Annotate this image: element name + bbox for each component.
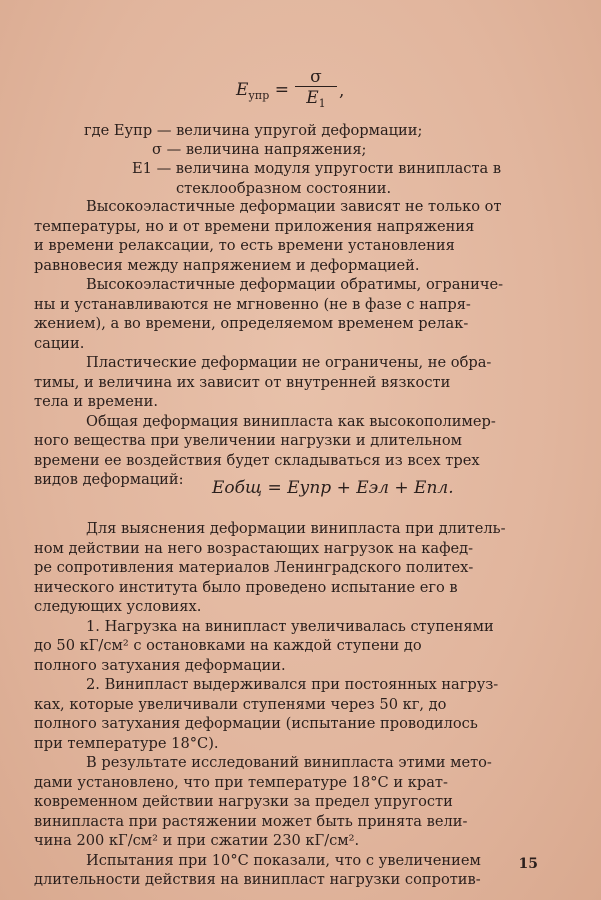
- formula-denominator-symbol: E: [306, 87, 319, 108]
- formula-denominator-subscript: 1: [318, 96, 326, 110]
- text-line: нического института было проведено испытание его в: [34, 578, 458, 596]
- text-line: Общая деформация винипласта как высокополимер-: [86, 412, 496, 430]
- definition-line: σ — величина напряжения;: [152, 141, 367, 159]
- paragraph: [34, 197, 542, 275]
- text-line: Для выяснения деформации винипласта при длитель-: [86, 520, 506, 537]
- paragraph: [34, 675, 542, 753]
- paragraph: [34, 851, 542, 890]
- text-line: жением), а во времени, определяемом временем релак-: [34, 315, 469, 332]
- text-line: до 50 кГ/см² с остановками на каждой ступени до: [34, 637, 422, 654]
- definition-line: стеклообразном состоянии.: [176, 179, 392, 197]
- formula-fraction: [295, 68, 337, 115]
- formula-numerator: σ: [310, 66, 322, 87]
- text-line: ного вещества при увеличении нагрузки и длительном: [34, 432, 463, 449]
- text-line: ковременном действии нагрузки за предел упругости: [34, 793, 453, 810]
- text-line: ках, которые увеличивали ступенями через 50 кг, до: [34, 695, 447, 713]
- paragraph: [34, 353, 542, 412]
- text-line: Пластические деформации не ограничены, не обра-: [86, 354, 492, 371]
- paragraph: [34, 275, 542, 353]
- text-line: ре сопротивления материалов Ленинградского политех-: [34, 559, 474, 576]
- paragraph: [34, 617, 542, 676]
- elastic-deformation-formula: [236, 66, 344, 116]
- definition-line: где Eупр — величина упругой деформации;: [84, 122, 423, 139]
- text-line: полного затухания деформации.: [34, 656, 286, 674]
- formula-denominator: [306, 87, 325, 115]
- text-line: Высокоэластичные деформации обратимы, ограниче-: [86, 276, 504, 293]
- definition-line: E1 — величина модуля упругости винипласта в: [132, 160, 502, 178]
- body-text-block-1: [34, 197, 542, 490]
- definitions-list: [84, 121, 501, 198]
- paragraph: [34, 753, 542, 851]
- body-text-block-2: [34, 519, 542, 890]
- formula-lhs-symbol: E: [236, 80, 249, 100]
- formula-comma: ,: [338, 81, 345, 101]
- paragraph: [34, 519, 542, 617]
- text-line: Испытания при 10°С показали, что с увеличением: [86, 851, 481, 869]
- text-line: видов деформаций:: [34, 471, 184, 488]
- text-line: тела и времени.: [34, 393, 158, 410]
- text-line: температуры, но и от времени приложения напряжения: [34, 217, 475, 235]
- text-line: дами установлено, что при температуре 18°С и крат-: [34, 773, 448, 791]
- text-line: времени ее воздействия будет складываться из всех трех: [34, 451, 480, 469]
- formula-lhs: [236, 80, 289, 102]
- text-line: винипласта при растяжении может быть принята вели-: [34, 812, 468, 830]
- text-line: полного затухания деформации (испытание проводилось: [34, 715, 478, 732]
- text-line: чина 200 кГ/см² и при сжатии 230 кГ/см².: [34, 832, 360, 849]
- text-line: тимы, и величина их зависит от внутренней вязкости: [34, 373, 451, 391]
- text-line: при температуре 18°С).: [34, 734, 219, 752]
- formula-lhs-subscript: упр: [248, 89, 270, 102]
- text-line: ны и устанавливаются не мгновенно (не в фазе с напря-: [34, 295, 471, 313]
- text-line: Высокоэластичные деформации зависят не только от: [86, 198, 502, 215]
- page-number: 15: [518, 856, 538, 872]
- text-line: и времени релаксации, то есть времени установления: [34, 237, 455, 254]
- text-line: ном действии на него возрастающих нагрузок на кафед-: [34, 539, 474, 557]
- text-line: В результате исследований винипласта этими мето-: [86, 754, 492, 771]
- text-line: 2. Винипласт выдерживался при постоянных нагруз-: [86, 676, 499, 693]
- text-line: 1. Нагрузка на винипласт увеличивалась ступенями: [86, 617, 494, 635]
- text-line: длительности действия на винипласт нагрузки сопротив-: [34, 871, 481, 888]
- text-line: следующих условиях.: [34, 598, 202, 615]
- text-line: равновесия между напряжением и деформацией.: [34, 256, 420, 274]
- formula-equals: =: [274, 80, 289, 100]
- total-deformation-formula: Eобщ = Eупр + Eэл + Eпл.: [212, 478, 454, 498]
- text-line: сации.: [34, 334, 85, 352]
